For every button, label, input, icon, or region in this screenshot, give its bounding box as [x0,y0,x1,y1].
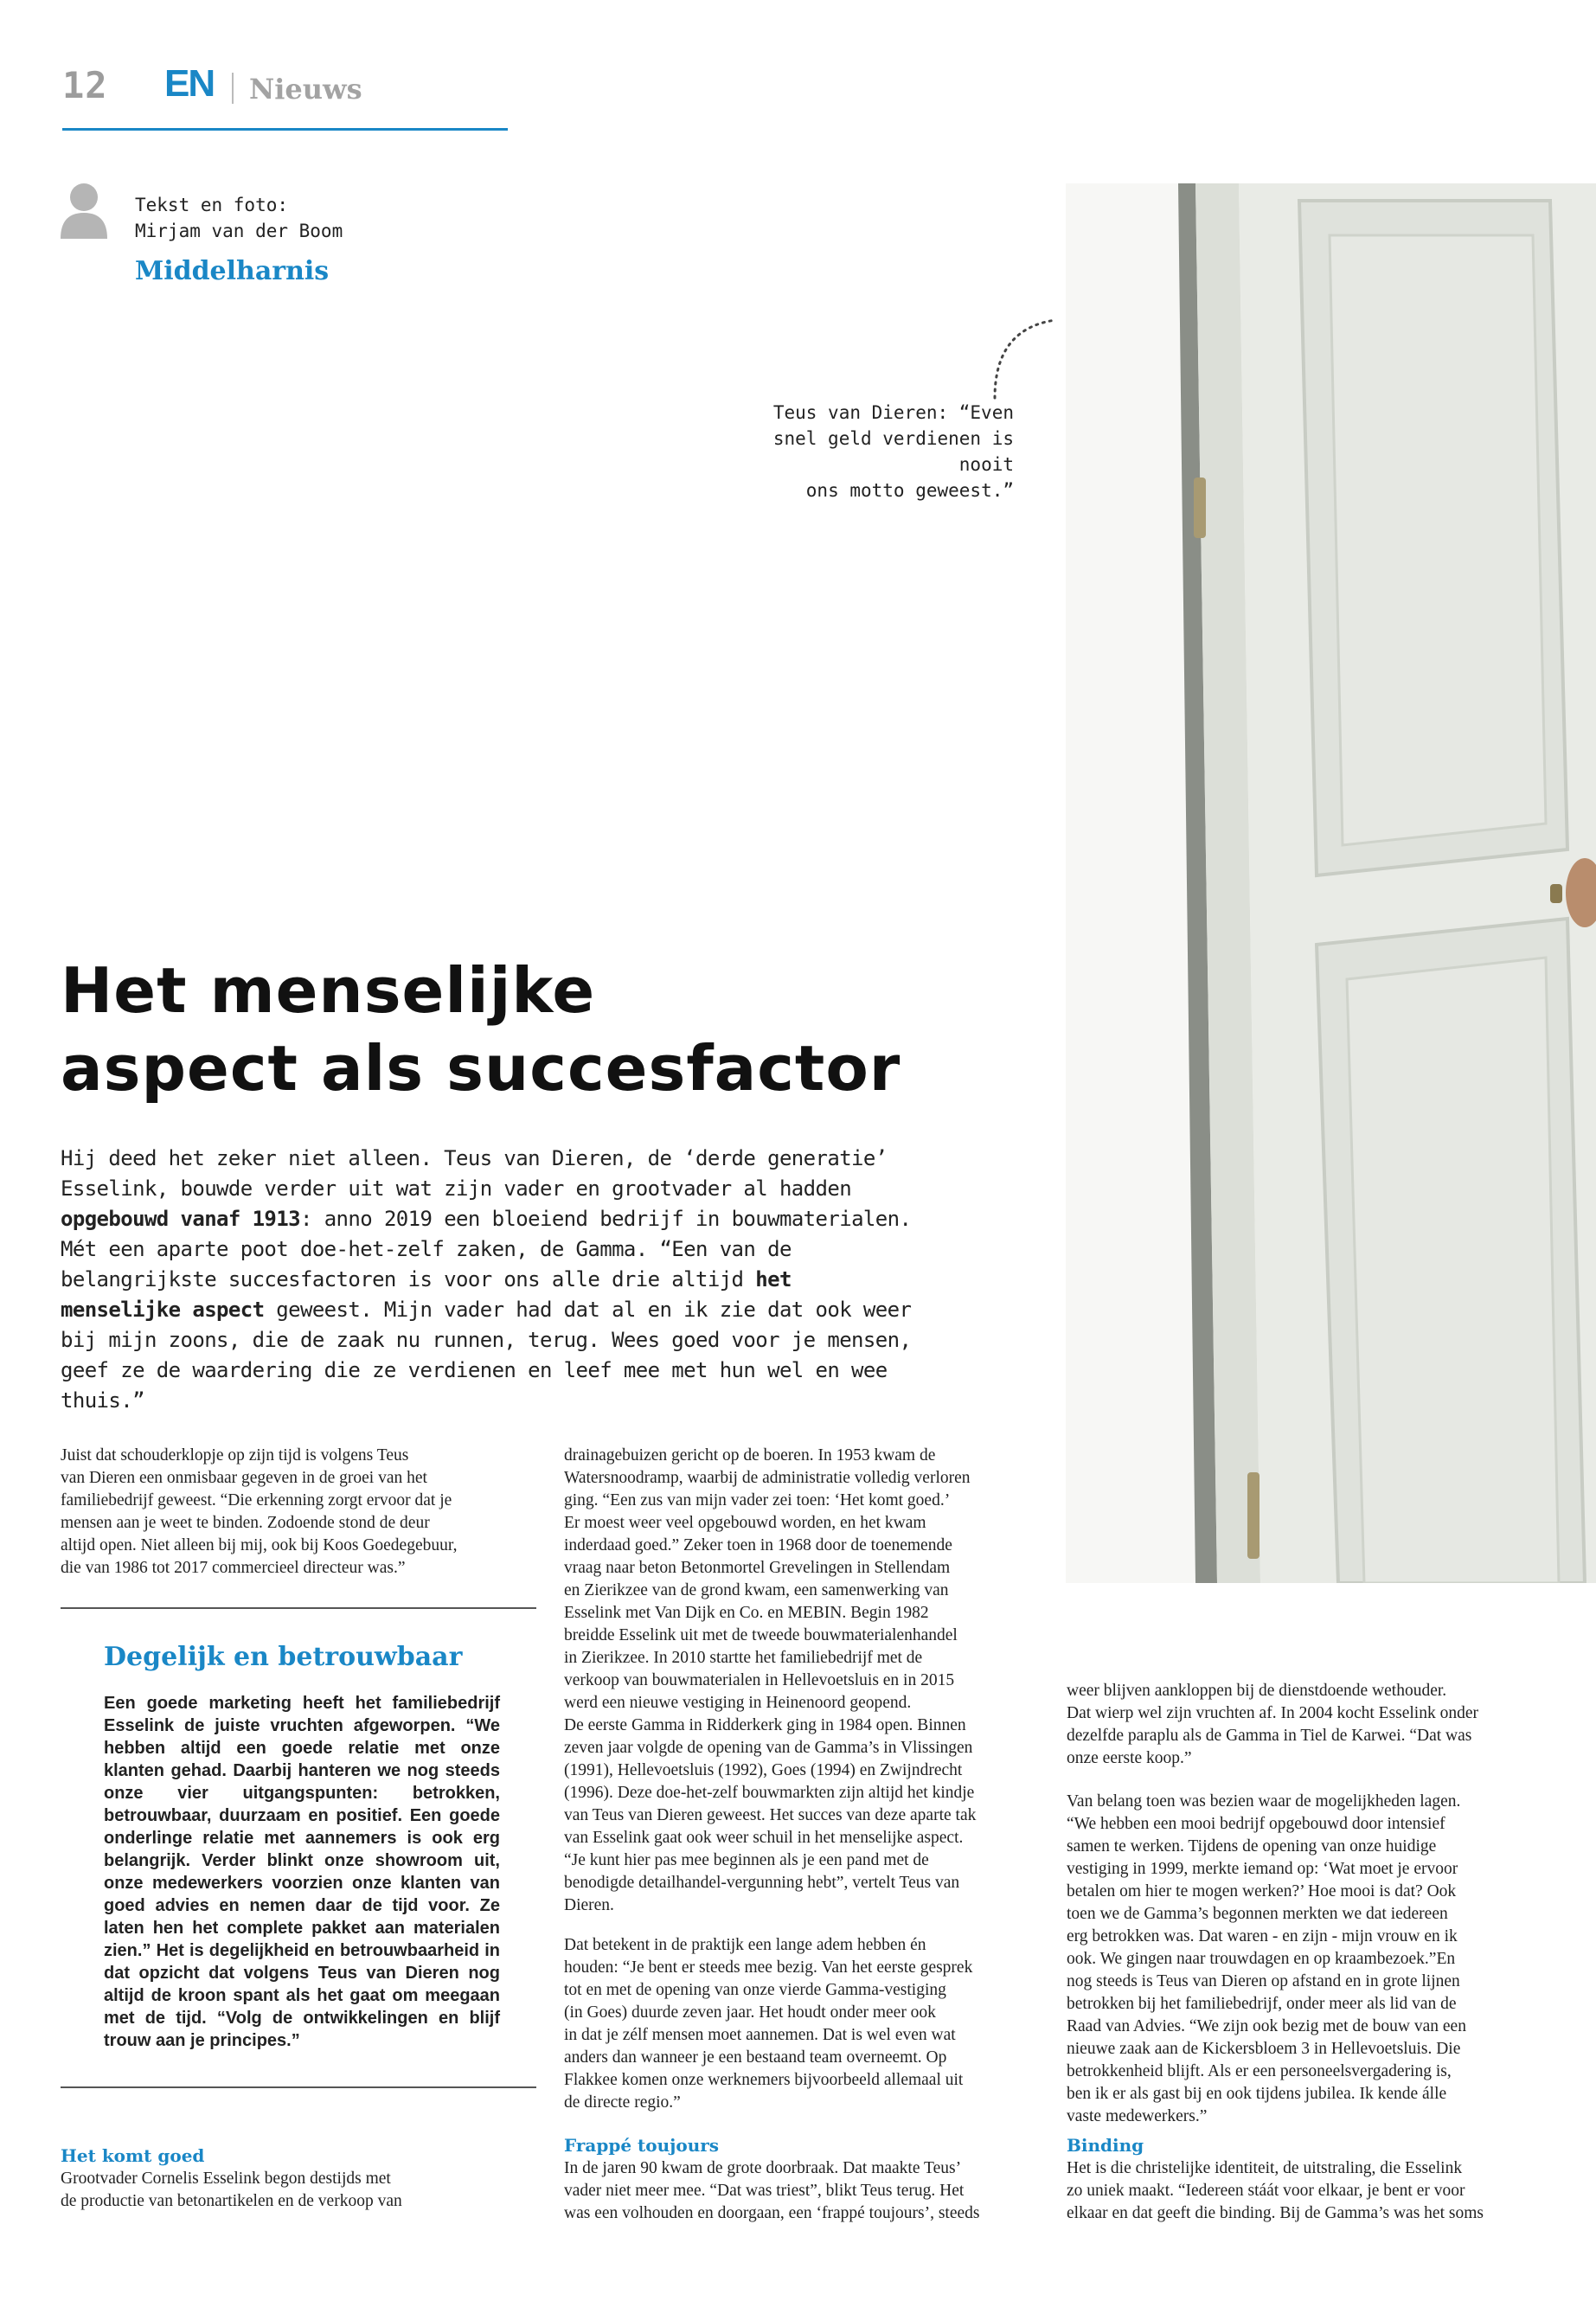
intro-bold: opgebouwd vanaf 1913 [61,1207,300,1231]
caption-line: Teus van Dieren: “Even [772,402,1014,423]
col1-paragraph [61,1445,536,1580]
col2-paragraph [564,1445,1042,1917]
text-line: (1996). Deze doe-het-zelf bouwmarkten zijn altijd het kindje [564,1784,975,1802]
text-line: elkaar en dat geeft die binding. Bij de Gamma’s was het soms [1067,2204,1484,2222]
subhead-het-komt-goed: Het komt goed [61,2145,205,2166]
door-photo [1066,183,1596,1583]
article-headline [61,952,926,1107]
text-line: houden: “Je bent er steeds mee bezig. Van het eerste gesprek [564,1958,973,1977]
intro-text: Hij deed het zeker niet alleen. Teus van Dieren, de ‘derde generatie’ Esselink, bouwde verder uit wat zijn vader en grootvader al hadden [61,1146,888,1201]
text-line: erg betrokken was. Dat waren - en zijn - mijn vrouw en ik [1067,1927,1458,1945]
col3-paragraph-3 [1067,2157,1547,2225]
text-line: benodigde detailhandel-vergunning hebt”, vertelt Teus van [564,1874,960,1892]
text-line: Dat wierp wel zijn vruchten af. In 2004 kocht Esselink onder [1067,1704,1478,1722]
page-number: 12 [62,64,108,106]
text-line: breidde Esselink uit met de tweede bouwmaterialenhandel [564,1626,958,1644]
text-line: Flakkee komen onze werknemers bijvoorbeeld allemaal uit [564,2071,964,2089]
text-line: die van 1986 tot 2017 commercieel directeur was.” [61,1559,406,1577]
text-line: nog steeds is Teus van Dieren op afstand en in grote lijnen [1067,1972,1460,1990]
credit-author: Mirjam van der Boom [135,221,343,241]
text-line: “We hebben een mooi bedrijf opgebouwd door intensief [1067,1815,1445,1833]
text-line: Dat betekent in de praktijk een lange adem hebben én [564,1936,926,1954]
box-rule-top [61,1607,536,1609]
text-line: Grootvader Cornelis Esselink begon destijds met [61,2170,391,2188]
text-line: onze eerste koop.” [1067,1749,1192,1767]
col2-paragraph-3 [564,2157,1042,2225]
text-line: nieuwe zaak aan de Kickersbloem 3 in Hellevoetsluis. Die [1067,2040,1461,2058]
header-separator [232,73,234,104]
text-line: Van belang toen was bezien waar de mogelijkheden lagen. [1067,1792,1461,1811]
text-line: Esselink met Van Dijk en Co. en MEBIN. Begin 1982 [564,1604,929,1622]
text-line: verkoop van bouwmaterialen in Hellevoetsluis en in 2015 [564,1671,955,1689]
text-line: zeven jaar volgde de opening van de Gamma’s in Vlissingen [564,1739,973,1757]
header-rule [62,128,508,131]
intro-text: geweest. Mijn vader had dat al en ik zie dat ook weer bij mijn zoons, die de zaak nu runnen, terug. Wees goed voor je mensen, geef ze de waardering die ze verdienen en leef mee met hun wel en wee thuis.” [61,1298,912,1413]
col2-paragraph-2 [564,1934,1042,2114]
photo-caption [709,400,1014,503]
text-line: en Zierikzee van de grond kwam, een samenwerking van [564,1581,949,1599]
text-line: vaste medewerkers.” [1067,2107,1208,2125]
text-line: Dieren. [564,1896,614,1914]
text-line: van Dieren een onmisbaar gegeven in de groei van het [61,1469,427,1487]
text-line: vader niet meer mee. “Dat was triest”, blikt Teus terug. Het [564,2182,965,2200]
box-title: Degelijk en betrouwbaar [104,1642,463,1672]
text-line: zo uniek maakt. “Iedereen stáát voor elkaar, je bent er voor [1067,2182,1465,2200]
box-text: Een goede marketing heeft het familiebedrijf Esselink de juiste vruchten afgeworpen. “We hebben altijd een goede relatie met onze klanten gehad. Daarbij hanteren we nog steeds onze vier uitgangspunten: betrokken, betrouwbaar, duurzaam en positief. Een goede onderlinge relatie met aannemers is ook erg belangrijk. Verder blinkt onze showroom uit, onze medewerkers voorzien onze klanten van goed advies en nemen daar de tijd voor. Ze laten hen het complete pakket aan materialen zien.” Het is degelijkheid en betrouwbaarheid in dat opzicht dat volgens Teus van Dieren nog altijd de kroon spant als het gaat om meegaan met de tijd. “Volg de ontwikkelingen en blijf trouw aan je principes.” [104,1694,500,2050]
article-intro [61,1144,917,1416]
text-line: altijd open. Niet alleen bij mij, ook bij Koos Goedegebuur, [61,1536,458,1554]
subhead-binding: Binding [1067,2135,1144,2156]
section-label: Nieuws [249,73,362,106]
text-line: van Teus van Dieren geweest. Het succes van deze aparte tak [564,1806,977,1824]
text-line: Watersnoodramp, waarbij de administratie volledig verloren [564,1469,971,1487]
text-line: vraag naar beton Betonmortel Grevelingen in Stellendam [564,1559,951,1577]
text-line: De eerste Gamma in Ridderkerk ging in 1984 open. Binnen [564,1716,966,1734]
text-line: ook. We gingen naar trouwdagen en op kraambezoek.”En [1067,1950,1456,1968]
text-line: drainagebuizen gericht op de boeren. In 1953 kwam de [564,1446,936,1465]
text-line: Juist dat schouderklopje op zijn tijd is volgens Teus [61,1446,409,1465]
text-line: familiebedrijf geweest. “Die erkenning zorgt ervoor dat je [61,1491,452,1509]
text-line: Het is die christelijke identiteit, de uitstraling, die Esselink [1067,2159,1463,2177]
text-line: tot en met de opening van onze vierde Gamma-vestiging [564,1981,946,1999]
caption-line: snel geld verdienen is nooit [772,428,1014,475]
headline-line: aspect als succesfactor [61,1032,901,1105]
caption-line: ons motto geweest.” [805,480,1014,501]
text-line: de directe regio.” [564,2093,681,2112]
text-line: “Je kunt hier pas mee beginnen als je een pand met de [564,1851,929,1869]
text-line: anders dan wanneer je een bestaand team overneemt. Op [564,2048,947,2067]
credit-line: Tekst en foto: [135,195,289,215]
text-line: samen te werken. Tijdens de opening van onze huidige [1067,1837,1437,1856]
box-rule-bottom [61,2086,536,2088]
text-line: in Zierikzee. In 2010 startte het familiebedrijf met de [564,1649,923,1667]
col3-paragraph-2 [1067,1791,1547,2128]
dateline-place: Middelharnis [135,256,330,286]
subhead-frappe-toujours: Frappé toujours [564,2135,720,2156]
text-line: betrokkenheid blijft. Als er een personeelsvergadering is, [1067,2062,1452,2080]
col3-paragraph [1067,1680,1547,1770]
text-line: inderdaad goed.” Zeker toen in 1968 door de toenemende [564,1536,952,1554]
col1-paragraph-2 [61,2168,536,2213]
text-line: dezelfde paraplu als de Gamma in Tiel de Karwei. “Dat was [1067,1727,1472,1745]
headline-line: Het menselijke [61,954,596,1027]
text-line: was een volhouden en doorgaan, een ‘frappé toujours’, steeds [564,2204,980,2222]
text-line: Er moest weer veel opgebouwd worden, en het kwam [564,1514,926,1532]
text-line: ben ik er als gast bij en ook tijdens jubilea. Ik kende álle [1067,2085,1447,2103]
intro-bold: het menselijke aspect [61,1267,792,1322]
text-line: (1991), Hellevoetsluis (1992), Goes (1994) en Zwijndrecht [564,1761,963,1779]
text-line: toen we de Gamma’s begonnen merkten we dat iedereen [1067,1905,1448,1923]
text-line: Raad van Advies. “We zijn ook bezig met de bouw van een [1067,2017,1466,2035]
byline-credit [135,192,343,244]
text-line: In de jaren 90 kwam de grote doorbraak. Dat maakte Teus’ [564,2159,962,2177]
author-avatar-icon [59,182,109,239]
publication-logo: EN [164,62,215,105]
text-line: vestiging in 1999, merkte iemand op: ‘Wat moet je ervoor [1067,1860,1458,1878]
text-line: betalen om hier te mogen werken?’ Hoe mooi is dat? Ook [1067,1882,1457,1900]
caption-pointer [986,311,1073,407]
text-line: ging. “Een zus van mijn vader zei toen: ‘Het komt goed.’ [564,1491,951,1509]
text-line: in dat je zélf mensen moet aannemen. Dat is wel even wat [564,2026,956,2044]
text-line: werd een nieuwe vestiging in Heinenoord geopend. [564,1694,912,1712]
text-line: (in Goes) duurde zeven jaar. Het houdt onder meer ook [564,2003,936,2022]
text-line: mensen aan je weet te binden. Zodoende stond de deur [61,1514,430,1532]
text-line: de productie van betonartikelen en de verkoop van [61,2192,402,2210]
text-line: weer blijven aankloppen bij de dienstdoende wethouder. [1067,1682,1447,1700]
intro-text: : anno 2019 een bloeiend bedrijf in bouwmaterialen. Mét een aparte poot doe-het-zelf zaken, de Gamma. “Een van de belangrijkste succesfactoren is voor ons alle drie altijd [61,1207,912,1292]
text-line: van Esselink gaat ook weer schuil in het menselijke aspect. [564,1829,964,1847]
text-line: betrokken bij het familiebedrijf, onder meer als lid van de [1067,1995,1457,2013]
